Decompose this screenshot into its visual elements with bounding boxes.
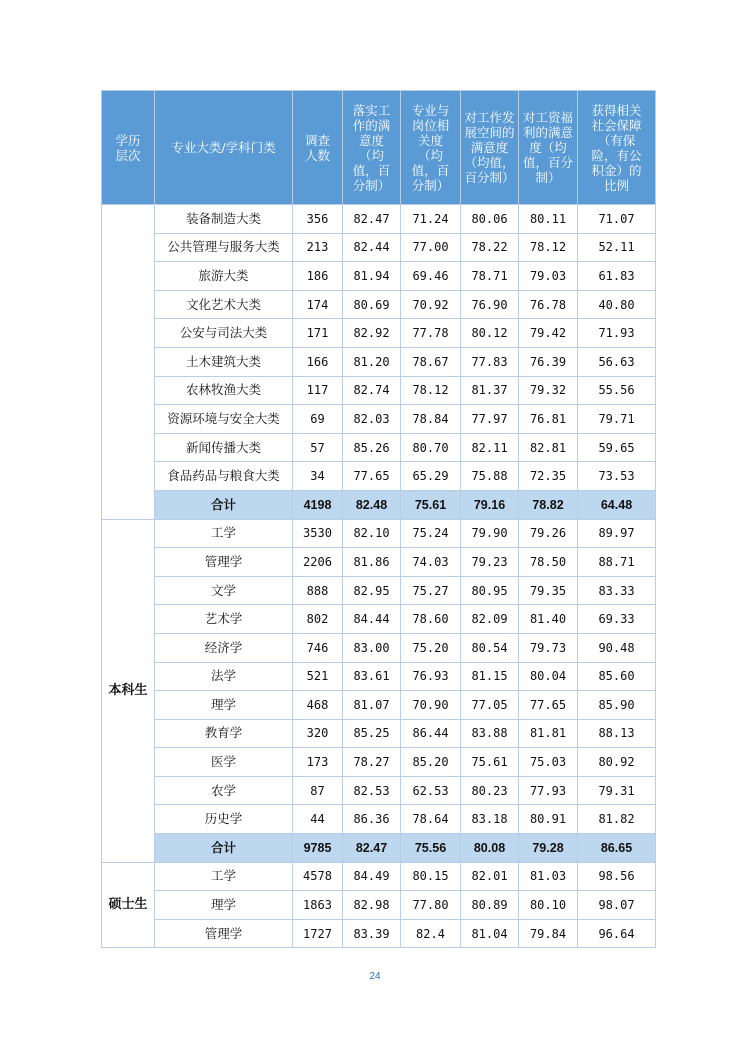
value-cell: 174 xyxy=(293,290,343,319)
value-cell: 77.00 xyxy=(401,233,461,262)
value-cell: 77.93 xyxy=(519,776,578,805)
value-cell: 77.65 xyxy=(519,691,578,720)
value-cell: 78.12 xyxy=(519,233,578,262)
category-cell: 理学 xyxy=(155,691,293,720)
table-row xyxy=(102,691,656,720)
value-cell: 82.74 xyxy=(343,376,401,405)
value-cell: 88.13 xyxy=(578,719,656,748)
value-cell: 83.00 xyxy=(343,633,401,662)
table-row xyxy=(102,462,656,491)
value-cell: 78.27 xyxy=(343,748,401,777)
category-cell: 合计 xyxy=(155,834,293,863)
value-cell: 79.28 xyxy=(519,834,578,863)
value-cell: 82.95 xyxy=(343,576,401,605)
value-cell: 77.78 xyxy=(401,319,461,348)
table-row xyxy=(102,805,656,834)
value-cell: 34 xyxy=(293,462,343,491)
value-cell: 81.86 xyxy=(343,548,401,577)
value-cell: 85.25 xyxy=(343,719,401,748)
value-cell: 82.03 xyxy=(343,405,401,434)
value-cell: 186 xyxy=(293,262,343,291)
value-cell: 72.35 xyxy=(519,462,578,491)
value-cell: 85.60 xyxy=(578,662,656,691)
value-cell: 81.94 xyxy=(343,262,401,291)
category-cell: 文学 xyxy=(155,576,293,605)
table-row xyxy=(102,862,656,891)
category-cell: 土木建筑大类 xyxy=(155,347,293,376)
value-cell: 83.39 xyxy=(343,919,401,948)
value-cell: 79.90 xyxy=(461,519,519,548)
value-cell: 82.47 xyxy=(343,205,401,234)
table-body xyxy=(102,205,656,948)
value-cell: 81.03 xyxy=(519,862,578,891)
value-cell: 82.48 xyxy=(343,490,401,519)
value-cell: 77.97 xyxy=(461,405,519,434)
value-cell: 73.53 xyxy=(578,462,656,491)
value-cell: 78.60 xyxy=(401,605,461,634)
value-cell: 80.54 xyxy=(461,633,519,662)
value-cell: 83.61 xyxy=(343,662,401,691)
value-cell: 356 xyxy=(293,205,343,234)
category-cell: 法学 xyxy=(155,662,293,691)
value-cell: 71.24 xyxy=(401,205,461,234)
category-cell: 资源环境与安全大类 xyxy=(155,405,293,434)
value-cell: 802 xyxy=(293,605,343,634)
header-welfare: 对工资福利的满意度（均值，百分制） xyxy=(519,91,578,205)
value-cell: 79.26 xyxy=(519,519,578,548)
value-cell: 86.65 xyxy=(578,834,656,863)
header-major-relevance: 专业与岗位相关度（均值，百分制） xyxy=(401,91,461,205)
value-cell: 80.69 xyxy=(343,290,401,319)
value-cell: 84.44 xyxy=(343,605,401,634)
value-cell: 80.91 xyxy=(519,805,578,834)
value-cell: 86.36 xyxy=(343,805,401,834)
value-cell: 75.88 xyxy=(461,462,519,491)
value-cell: 166 xyxy=(293,347,343,376)
value-cell: 89.97 xyxy=(578,519,656,548)
header-social-security: 获得相关社会保障（有保险，有公积金）的比例 xyxy=(578,91,656,205)
value-cell: 80.08 xyxy=(461,834,519,863)
value-cell: 81.15 xyxy=(461,662,519,691)
value-cell: 88.71 xyxy=(578,548,656,577)
table-row xyxy=(102,519,656,548)
value-cell: 79.31 xyxy=(578,776,656,805)
value-cell: 98.56 xyxy=(578,862,656,891)
value-cell: 82.81 xyxy=(519,433,578,462)
value-cell: 78.82 xyxy=(519,490,578,519)
category-cell: 工学 xyxy=(155,519,293,548)
table-total-row xyxy=(102,834,656,863)
value-cell: 76.93 xyxy=(401,662,461,691)
table-header xyxy=(102,91,656,205)
value-cell: 77.83 xyxy=(461,347,519,376)
value-cell: 746 xyxy=(293,633,343,662)
value-cell: 82.10 xyxy=(343,519,401,548)
category-cell: 农林牧渔大类 xyxy=(155,376,293,405)
value-cell: 78.12 xyxy=(401,376,461,405)
value-cell: 80.10 xyxy=(519,891,578,920)
value-cell: 90.48 xyxy=(578,633,656,662)
category-cell: 公安与司法大类 xyxy=(155,319,293,348)
value-cell: 213 xyxy=(293,233,343,262)
value-cell: 78.22 xyxy=(461,233,519,262)
value-cell: 79.32 xyxy=(519,376,578,405)
value-cell: 85.26 xyxy=(343,433,401,462)
value-cell: 40.80 xyxy=(578,290,656,319)
value-cell: 80.06 xyxy=(461,205,519,234)
value-cell: 69.33 xyxy=(578,605,656,634)
value-cell: 85.20 xyxy=(401,748,461,777)
table-row xyxy=(102,347,656,376)
employment-satisfaction-table-container xyxy=(101,90,655,948)
value-cell: 75.61 xyxy=(461,748,519,777)
value-cell: 80.11 xyxy=(519,205,578,234)
header-count: 调查人数 xyxy=(293,91,343,205)
category-cell: 经济学 xyxy=(155,633,293,662)
value-cell: 80.23 xyxy=(461,776,519,805)
value-cell: 86.44 xyxy=(401,719,461,748)
table-row xyxy=(102,205,656,234)
value-cell: 82.53 xyxy=(343,776,401,805)
category-cell: 艺术学 xyxy=(155,605,293,634)
value-cell: 65.29 xyxy=(401,462,461,491)
category-cell: 教育学 xyxy=(155,719,293,748)
value-cell: 80.70 xyxy=(401,433,461,462)
value-cell: 78.64 xyxy=(401,805,461,834)
header-category: 专业大类/学科门类 xyxy=(155,91,293,205)
value-cell: 4578 xyxy=(293,862,343,891)
value-cell: 75.56 xyxy=(401,834,461,863)
value-cell: 79.23 xyxy=(461,548,519,577)
table-row xyxy=(102,262,656,291)
employment-satisfaction-table xyxy=(101,90,656,948)
category-cell: 合计 xyxy=(155,490,293,519)
table-row xyxy=(102,576,656,605)
value-cell: 78.71 xyxy=(461,262,519,291)
value-cell: 56.63 xyxy=(578,347,656,376)
value-cell: 82.09 xyxy=(461,605,519,634)
value-cell: 77.05 xyxy=(461,691,519,720)
value-cell: 52.11 xyxy=(578,233,656,262)
value-cell: 82.11 xyxy=(461,433,519,462)
table-row xyxy=(102,719,656,748)
value-cell: 76.39 xyxy=(519,347,578,376)
value-cell: 81.04 xyxy=(461,919,519,948)
category-cell: 管理学 xyxy=(155,548,293,577)
value-cell: 117 xyxy=(293,376,343,405)
value-cell: 521 xyxy=(293,662,343,691)
value-cell: 80.12 xyxy=(461,319,519,348)
value-cell: 75.20 xyxy=(401,633,461,662)
value-cell: 79.16 xyxy=(461,490,519,519)
value-cell: 3530 xyxy=(293,519,343,548)
value-cell: 77.65 xyxy=(343,462,401,491)
value-cell: 80.15 xyxy=(401,862,461,891)
value-cell: 79.73 xyxy=(519,633,578,662)
value-cell: 320 xyxy=(293,719,343,748)
value-cell: 2206 xyxy=(293,548,343,577)
value-cell: 71.93 xyxy=(578,319,656,348)
value-cell: 75.27 xyxy=(401,576,461,605)
value-cell: 62.53 xyxy=(401,776,461,805)
value-cell: 74.03 xyxy=(401,548,461,577)
value-cell: 78.84 xyxy=(401,405,461,434)
table-row xyxy=(102,662,656,691)
table-row xyxy=(102,433,656,462)
value-cell: 171 xyxy=(293,319,343,348)
value-cell: 82.92 xyxy=(343,319,401,348)
table-row xyxy=(102,548,656,577)
category-cell: 公共管理与服务大类 xyxy=(155,233,293,262)
value-cell: 69.46 xyxy=(401,262,461,291)
value-cell: 9785 xyxy=(293,834,343,863)
value-cell: 69 xyxy=(293,405,343,434)
value-cell: 80.95 xyxy=(461,576,519,605)
value-cell: 81.82 xyxy=(578,805,656,834)
table-row xyxy=(102,891,656,920)
category-cell: 农学 xyxy=(155,776,293,805)
table-total-row xyxy=(102,490,656,519)
value-cell: 76.78 xyxy=(519,290,578,319)
value-cell: 64.48 xyxy=(578,490,656,519)
value-cell: 79.42 xyxy=(519,319,578,348)
table-row xyxy=(102,290,656,319)
table-row xyxy=(102,776,656,805)
level-cell: 本科生 xyxy=(102,519,155,862)
value-cell: 78.67 xyxy=(401,347,461,376)
table-row xyxy=(102,233,656,262)
value-cell: 173 xyxy=(293,748,343,777)
value-cell: 87 xyxy=(293,776,343,805)
value-cell: 4198 xyxy=(293,490,343,519)
value-cell: 79.71 xyxy=(578,405,656,434)
category-cell: 新闻传播大类 xyxy=(155,433,293,462)
value-cell: 82.44 xyxy=(343,233,401,262)
category-cell: 理学 xyxy=(155,891,293,920)
value-cell: 55.56 xyxy=(578,376,656,405)
value-cell: 82.47 xyxy=(343,834,401,863)
level-cell: 硕士生 xyxy=(102,862,155,948)
value-cell: 76.81 xyxy=(519,405,578,434)
value-cell: 1863 xyxy=(293,891,343,920)
header-job-satisfaction: 落实工作的满意度（均值，百分制） xyxy=(343,91,401,205)
value-cell: 78.50 xyxy=(519,548,578,577)
value-cell: 1727 xyxy=(293,919,343,948)
value-cell: 79.03 xyxy=(519,262,578,291)
value-cell: 77.80 xyxy=(401,891,461,920)
level-cell xyxy=(102,205,155,520)
value-cell: 71.07 xyxy=(578,205,656,234)
value-cell: 81.40 xyxy=(519,605,578,634)
category-cell: 医学 xyxy=(155,748,293,777)
value-cell: 75.24 xyxy=(401,519,461,548)
value-cell: 83.88 xyxy=(461,719,519,748)
value-cell: 70.92 xyxy=(401,290,461,319)
value-cell: 98.07 xyxy=(578,891,656,920)
value-cell: 81.07 xyxy=(343,691,401,720)
category-cell: 历史学 xyxy=(155,805,293,834)
header-level: 学历层次 xyxy=(102,91,155,205)
value-cell: 80.89 xyxy=(461,891,519,920)
value-cell: 81.37 xyxy=(461,376,519,405)
value-cell: 80.92 xyxy=(578,748,656,777)
category-cell: 装备制造大类 xyxy=(155,205,293,234)
value-cell: 81.81 xyxy=(519,719,578,748)
value-cell: 82.4 xyxy=(401,919,461,948)
table-row xyxy=(102,605,656,634)
category-cell: 食品药品与粮食大类 xyxy=(155,462,293,491)
value-cell: 59.65 xyxy=(578,433,656,462)
value-cell: 75.61 xyxy=(401,490,461,519)
value-cell: 76.90 xyxy=(461,290,519,319)
category-cell: 工学 xyxy=(155,862,293,891)
value-cell: 83.33 xyxy=(578,576,656,605)
page-number: 24 xyxy=(369,971,381,982)
table-row xyxy=(102,633,656,662)
value-cell: 81.20 xyxy=(343,347,401,376)
value-cell: 61.83 xyxy=(578,262,656,291)
category-cell: 文化艺术大类 xyxy=(155,290,293,319)
value-cell: 70.90 xyxy=(401,691,461,720)
value-cell: 82.01 xyxy=(461,862,519,891)
value-cell: 82.98 xyxy=(343,891,401,920)
header-development: 对工作发展空间的满意度（均值，百分制） xyxy=(461,91,519,205)
value-cell: 75.03 xyxy=(519,748,578,777)
table-row xyxy=(102,405,656,434)
value-cell: 96.64 xyxy=(578,919,656,948)
value-cell: 80.04 xyxy=(519,662,578,691)
value-cell: 79.84 xyxy=(519,919,578,948)
category-cell: 旅游大类 xyxy=(155,262,293,291)
value-cell: 468 xyxy=(293,691,343,720)
value-cell: 888 xyxy=(293,576,343,605)
value-cell: 85.90 xyxy=(578,691,656,720)
value-cell: 57 xyxy=(293,433,343,462)
value-cell: 44 xyxy=(293,805,343,834)
value-cell: 79.35 xyxy=(519,576,578,605)
value-cell: 84.49 xyxy=(343,862,401,891)
category-cell: 管理学 xyxy=(155,919,293,948)
table-row xyxy=(102,919,656,948)
value-cell: 83.18 xyxy=(461,805,519,834)
table-row xyxy=(102,319,656,348)
table-row xyxy=(102,376,656,405)
table-row xyxy=(102,748,656,777)
